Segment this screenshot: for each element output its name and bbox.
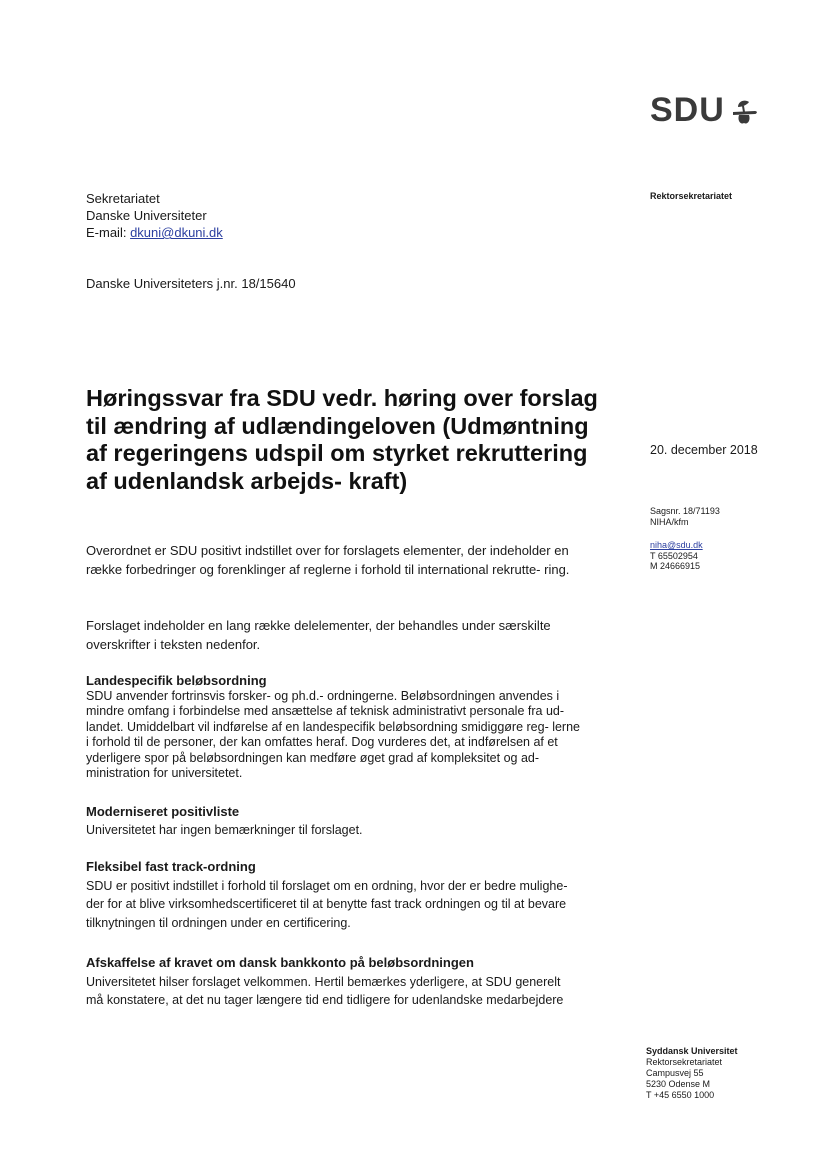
letter-date: 20. december 2018 [650,443,758,457]
recipient-line1: Sekretariatet [86,191,160,206]
journal-number: Danske Universiteters j.nr. 18/15640 [86,276,296,291]
footer-street: Campusvej 55 [646,1068,704,1078]
footer-name: Syddansk Universitet [646,1046,738,1056]
footer-city: 5230 Odense M [646,1079,711,1089]
footer-phone: T +45 6550 1000 [646,1090,715,1100]
recipient-line2: Danske Universiteter [86,208,207,223]
case-info [650,506,720,528]
section-bankkonto [86,954,581,1010]
recipient-address [86,190,223,241]
apple-leaf-icon [727,93,761,127]
intro-paragraph: Overordnet er SDU positivt indstillet over for forslagets elementer, der indeholder en række forbedringer og forenklinger af reglerne i forhold til international rekrutte- ring. [86,543,570,577]
section-text: SDU er positivt indstillet i forhold til forslaget om en ordning, hvor der er bedre mulighe- der for at blive virksomhedscertificeret til at benytte fast track ordningen og til at bevare tilknytningen til ordningen under en certificering. [86,878,568,930]
footer-address [646,1046,738,1101]
footer-dept: Rektorsekretariatet [646,1057,723,1067]
document-title: Høringssvar fra SDU vedr. høring over forslag til ændring af udlændingeloven (Udmøntning af regeringens udspil om styrket rekruttering af udenlandsk arbejds- kraft) [86,385,598,494]
case-initials: NIHA/kfm [650,517,689,527]
section-heading: Fleksibel fast track-ordning [86,859,256,874]
contact-phone-m: M 24666915 [650,561,701,571]
sidebar-department: Rektorsekretariatet [650,191,733,201]
section-text: Universitetet har ingen bemærkninger til forslaget. [86,822,363,837]
contact-phone-t: T 65502954 [650,550,698,561]
section-positivliste [86,804,581,838]
overview-paragraph: Forslaget indeholder en lang række delelementer, der behandles under særskilte overskrifter i teksten nedenfor. [86,618,551,652]
logo-text: SDU [650,91,725,129]
section-heading: Moderniseret positivliste [86,804,240,819]
case-number: Sagsnr. 18/71193 [650,506,720,516]
recipient-email-line [86,224,223,241]
section-text: SDU anvender fortrinsvis forsker- og ph.d.- ordningerne. Beløbsordningen anvendes i mindre omfang i forbindelse med ansættelse af teknisk administrativt personale fra ud- landet. Umiddelbart vil indførelse af en landespecifik beløbsordning smidiggøre reg- lerne i forhold til de personer, der kan omfattes heraf. Dog vurderes det, at indførelsen af et yderligere spor på beløbsordningen kan medføre øget grad af kompleksitet og ad- ministration for universitetet. [86,688,580,780]
contact-email-link[interactable]: niha@sdu.dk [650,540,703,550]
section-heading: Afskaffelse af kravet om dansk bankkonto på beløbsordningen [86,955,474,970]
section-heading: Landespecifik beløbsordning [86,673,267,688]
email-label: E-mail: [86,225,131,240]
section-landespecifik [86,673,581,782]
contact-info [650,540,703,572]
recipient-email-link[interactable]: dkuni@dkuni.dk [130,225,223,240]
section-fast-track [86,858,581,932]
sdu-logo [650,90,761,130]
section-text: Universitetet hilser forslaget velkommen. Hertil bemærkes yderligere, at SDU generelt må konstatere, at det nu tager længere tid end tidligere for udenlandske medarbejdere [86,974,564,1007]
